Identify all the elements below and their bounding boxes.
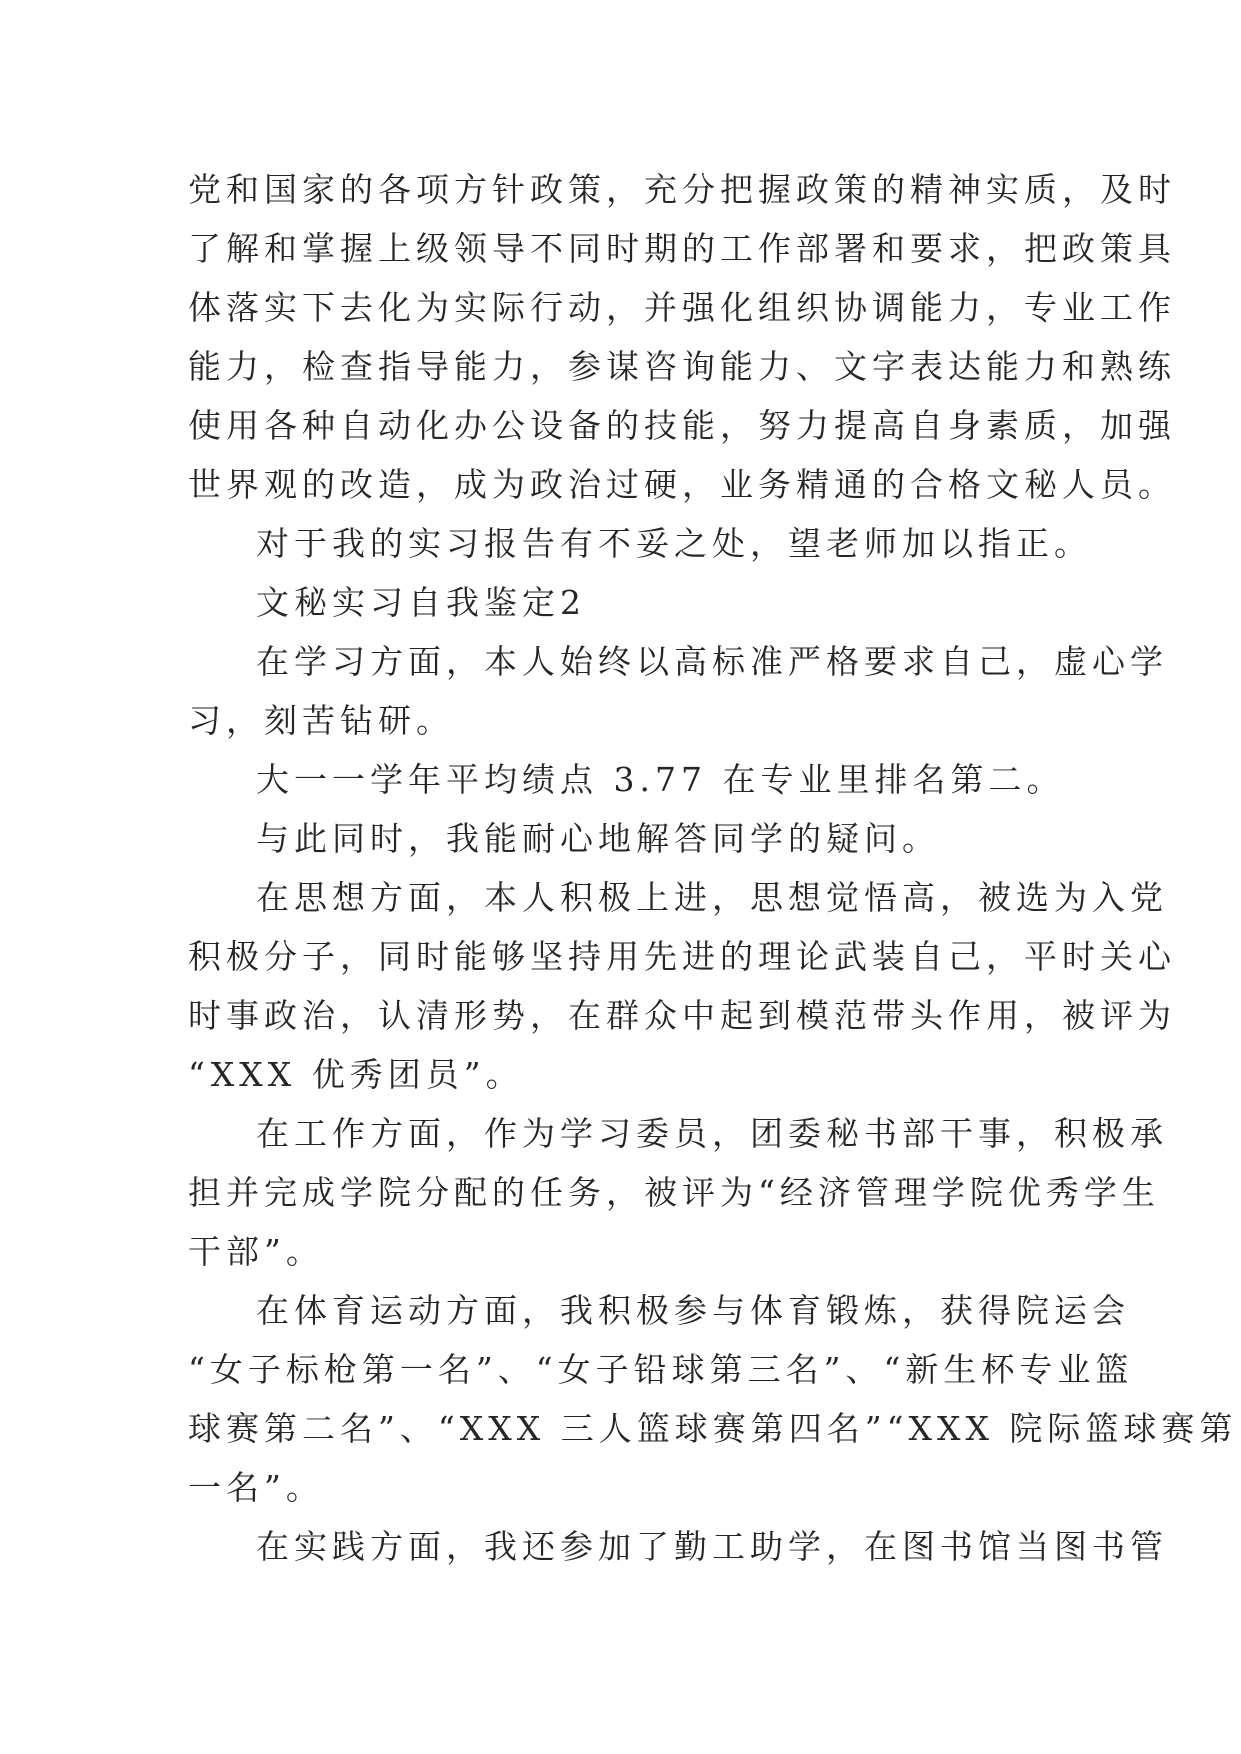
text-line: 习，刻苦钻研。 xyxy=(188,701,454,740)
text-line: 在思想方面，本人积极上进，思想觉悟高，被选为入党 xyxy=(256,878,1168,917)
text-line: 与此同时，我能耐心地解答同学的疑问。 xyxy=(256,819,940,858)
text-line: 时事政治，认清形势，在群众中起到模范带头作用，被评为 xyxy=(188,996,1176,1035)
text-line: 在工作方面，作为学习委员，团委秘书部干事，积极承 xyxy=(256,1114,1168,1153)
text-line: 大一一学年平均绩点 3.77 在专业里排名第二。 xyxy=(256,760,1065,799)
text-line: 体落实下去化为实际行动，并强化组织协调能力，专业工作 xyxy=(188,288,1176,327)
text-line: 了解和掌握上级领导不同时期的工作部署和要求，把政策具 xyxy=(188,229,1176,268)
text-line: 对于我的实习报告有不妥之处，望老师加以指正。 xyxy=(256,524,1092,563)
text-line: 积极分子，同时能够坚持用先进的理论武装自己，平时关心 xyxy=(188,937,1176,976)
text-line: 使用各种自动化办公设备的技能，努力提高自身素质，加强 xyxy=(188,406,1176,445)
text-line: 一名”。 xyxy=(188,1468,324,1507)
text-line: 球赛第二名”、“XXX 三人篮球赛第四名”“XXX 院际篮球赛第 xyxy=(188,1409,1238,1448)
text-line: 在学习方面，本人始终以高标准严格要求自己，虚心学 xyxy=(256,642,1168,681)
text-line: “女子标枪第一名”、“女子铅球第三名”、“新生杯专业篮 xyxy=(188,1350,1134,1389)
text-line: 党和国家的各项方针政策，充分把握政策的精神实质，及时 xyxy=(188,170,1176,209)
document-body xyxy=(188,160,1238,1576)
text-line: 担并完成学院分配的任务，被评为“经济管理学院优秀学生 xyxy=(188,1173,1160,1212)
text-line: 干部”。 xyxy=(188,1232,324,1271)
section-heading: 文秘实习自我鉴定2 xyxy=(256,583,586,622)
text-line: 能力，检查指导能力，参谋咨询能力、文字表达能力和熟练 xyxy=(188,347,1176,386)
text-line: 在体育运动方面，我积极参与体育锻炼，获得院运会 xyxy=(256,1291,1130,1330)
text-line: 世界观的改造，成为政治过硬，业务精通的合格文秘人员。 xyxy=(188,465,1176,504)
text-line: 在实践方面，我还参加了勤工助学，在图书馆当图书管 xyxy=(256,1527,1168,1566)
text-line: “XXX 优秀团员”。 xyxy=(188,1055,524,1094)
